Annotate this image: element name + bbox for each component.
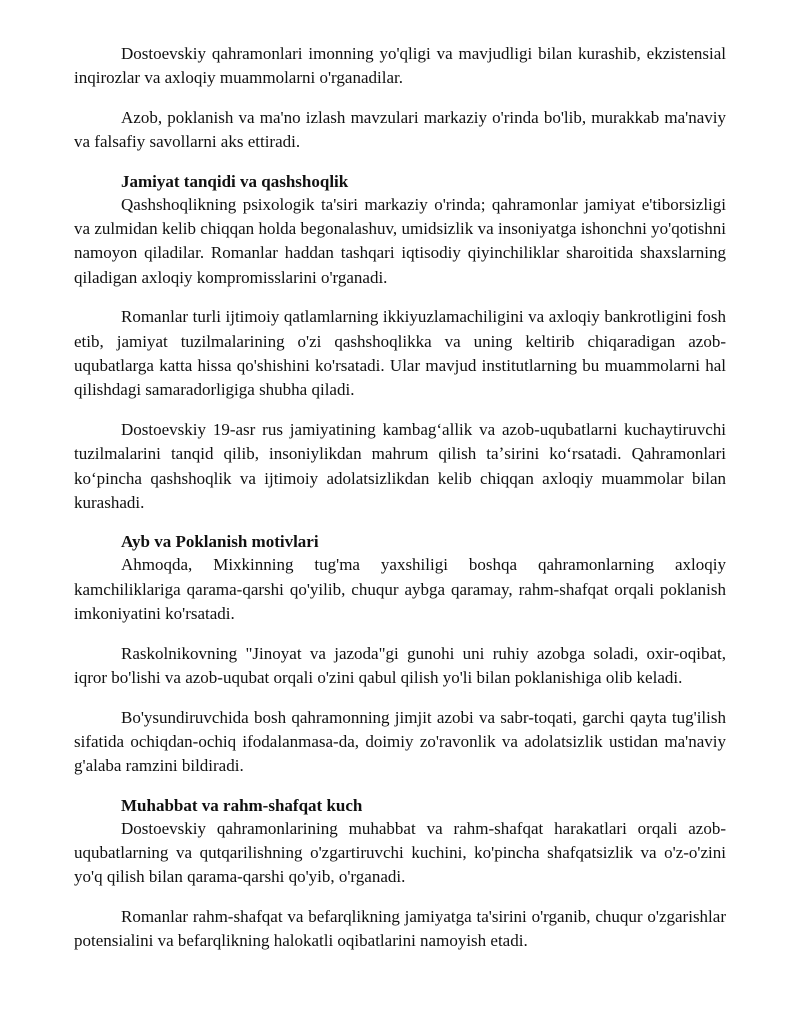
paragraph: Romanlar turli ijtimoiy qatlamlarning ikkiyuzlamachiligini va axloqiy bankrotligini fosh etib, jamiyat tuzilmalarining o'zi qashshoqlikka va uning keltirib chiqaradigan azob-uqubatlarga katta hissa qo'shishini ko'rsatadi. Ular mavjud institutlarning bu muammolarni hal qilishdagi samaradorligiga shubha qiladi. [74,307,726,400]
document-page [74,42,726,954]
paragraph: Dostoevskiy qahramonlari imonning yo'qligi va mavjudligi bilan kurashib, ekzistensial inqirozlar va axloqiy muammolarni o'rganadilar. [74,44,726,88]
paragraph: Bo'ysundiruvchida bosh qahramonning jimjit azobi va sabr-toqati, garchi qayta tug'ilish sifatida ochiqdan-ochiq ifodalanmasa-da, doimiy zo'ravonlik va adolatsizlik ustidan ma'naviy g'alaba ramzini bildiradi. [74,707,726,776]
paragraph: Qashshoqlikning psixologik ta'siri markaziy o'rinda; qahramonlar jamiyat e'tiborsizligi va zulmidan kelib chiqqan holda begonalashuv, umidsizlik va insoniyatga ishonchni yo'qotishni namoyon qiladilar. Romanlar haddan tashqari iqtisodiy qiyinchiliklar sharoitida shaxslarning qiladigan axloqiy kompromisslarini o'rganadi. [74,194,726,287]
section-heading: Jamiyat tanqidi va qashshoqlik [121,171,349,191]
paragraph: Romanlar rahm-shafqat va befarqlikning jamiyatga ta'sirini o'rganib, chuqur o'zgarishlar potensialini va befarqlikning halokatli oqibatlarini namoyish etadi. [74,907,726,951]
paragraph: Dostoevskiy 19-asr rus jamiyatining kambagʻallik va azob-uqubatlarni kuchaytiruvchi tuzilmalarini tanqid qilib, insoniylikdan mahrum qilish taʼsirini koʻrsatadi. Qahramonlari koʻpincha qashshoqlik va ijtimoiy adolatsizlikdan kelib chiqqan axloqiy muammolar bilan kurashadi. [74,420,726,512]
paragraph: Azob, poklanish va ma'no izlash mavzulari markaziy o'rinda bo'lib, murakkab ma'naviy va falsafiy savollarni aks ettiradi. [74,108,726,152]
paragraph: Ahmoqda, Mixkinning tug'ma yaxshiligi boshqa qahramonlarning axloqiy kamchiliklariga qarama-qarshi qo'yilib, chuqur aybga qaramay, rahm-shafqat orqali poklanish imkoniyatini ko'rsatadi. [74,555,726,623]
section-heading: Muhabbat va rahm-shafqat kuch [121,795,363,815]
paragraph: Dostoevskiy qahramonlarining muhabbat va rahm-shafqat harakatlari orqali azob-uqubatlarning va qutqarilishning o'zgartiruvchi kuchini, ko'pincha shafqatsizlik va o'z-o'zini yo'q qilish bilan qarama-qarshi qo'yib, o'rganadi. [74,818,726,887]
section-heading: Ayb va Poklanish motivlari [121,532,319,552]
paragraph: Raskolnikovning "Jinoyat va jazoda"gi gunohi uni ruhiy azobga soladi, oxir-oqibat, iqror bo'lishi va azob-uqubat orqali o'zini qabul qilish yo'li bilan poklanishiga olib keladi. [74,643,726,687]
